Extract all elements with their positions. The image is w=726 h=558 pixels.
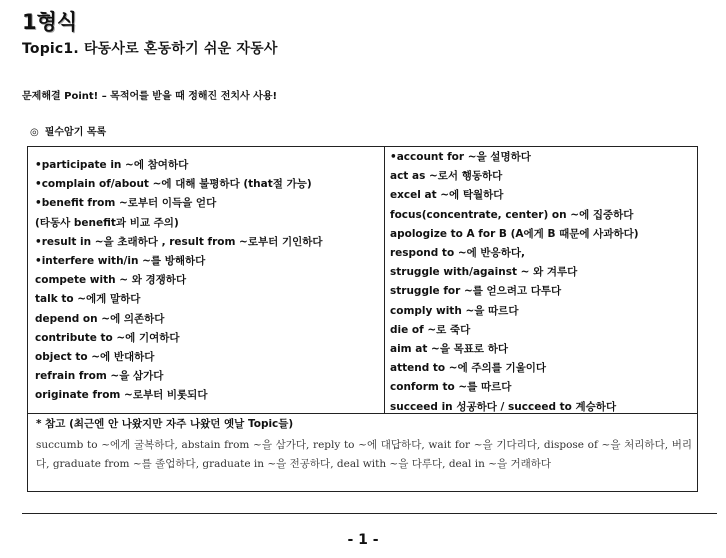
vocab-item: depend on ~에 의존하다 [35, 312, 165, 325]
reference-body: succumb to ~에게 굴복하다, abstain from ~을 삼가다, reply to ~에 대답하다, wait for ~을 기다리다, dispose of ~을 처리하다, 버리다, graduate from ~를 졸업하다, graduate in ~을 전공하다, deal with ~을 다루다, deal in ~을 거래하다 [36, 439, 692, 470]
problem-solving-point: 문제해결 Point! – 목적어를 받을 때 정해진 전치사 사용! [22, 91, 278, 102]
vocab-column-right [385, 147, 697, 413]
topic-title: Topic1. 타동사로 혼동하기 쉬운 자동사 [22, 41, 278, 57]
vocab-item: •interfere with/in ~를 방해하다 [35, 255, 206, 268]
list-title [30, 123, 106, 138]
vocab-item: refrain from ~을 삼가다 [35, 370, 164, 383]
vocab-item: struggle with/against ~ 와 겨루다 [390, 266, 578, 279]
vocab-item: attend to ~에 주의를 기울이다 [390, 362, 547, 375]
reference-title: * 참고 (최근엔 안 나왔지만 자주 나왔던 옛날 Topic들) [36, 418, 294, 430]
vocab-item: •benefit from ~로부터 이득을 얻다 [35, 197, 217, 210]
vocab-item: act as ~로서 행동하다 [390, 170, 503, 183]
vocab-item: contribute to ~에 기여하다 [35, 331, 180, 344]
vocab-item: struggle for ~를 얻으려고 다투다 [390, 285, 562, 298]
vocab-item: apologize to A for B (A에게 B 때문에 사과하다) [390, 227, 639, 240]
vocab-item: compete with ~ 와 경쟁하다 [35, 274, 187, 287]
page-number: - 1 - [347, 532, 379, 548]
vocab-item: conform to ~를 따르다 [390, 381, 512, 394]
vocab-item: talk to ~에게 말하다 [35, 293, 141, 306]
vocab-item: •complain of/about ~에 대해 불평하다 (that절 가능) [35, 178, 312, 191]
circle-mark-icon: ◎ [30, 127, 39, 138]
vocab-item: comply with ~을 따르다 [390, 304, 519, 317]
section-heading: 1형식 [22, 10, 78, 34]
vocab-item: (타동사 benefit과 비교 주의) [35, 216, 179, 229]
vocab-item: focus(concentrate, center) on ~에 집중하다 [390, 208, 634, 221]
vocab-item: •result in ~을 초래하다 , result from ~로부터 기인하다 [35, 235, 323, 248]
vocab-table [27, 146, 698, 414]
vocab-item: •account for ~을 설명하다 [390, 151, 531, 163]
vocab-item: excel at ~에 탁월하다 [390, 189, 504, 202]
list-title-text: 필수암기 목록 [44, 127, 107, 138]
vocab-item: aim at ~을 목표로 하다 [390, 343, 509, 356]
vocab-item: succeed in 성공하다 / succeed to 계승하다 [390, 400, 617, 413]
vocab-item: originate from ~로부터 비롯되다 [35, 389, 208, 402]
footer-divider [22, 513, 717, 514]
reference-box [27, 413, 698, 492]
vocab-column-left [28, 147, 385, 413]
vocab-item: die of ~로 죽다 [390, 323, 471, 336]
vocab-item: •participate in ~에 참여하다 [35, 159, 189, 171]
vocab-item: object to ~에 반대하다 [35, 351, 155, 364]
vocab-item: respond to ~에 반응하다, [390, 247, 525, 260]
